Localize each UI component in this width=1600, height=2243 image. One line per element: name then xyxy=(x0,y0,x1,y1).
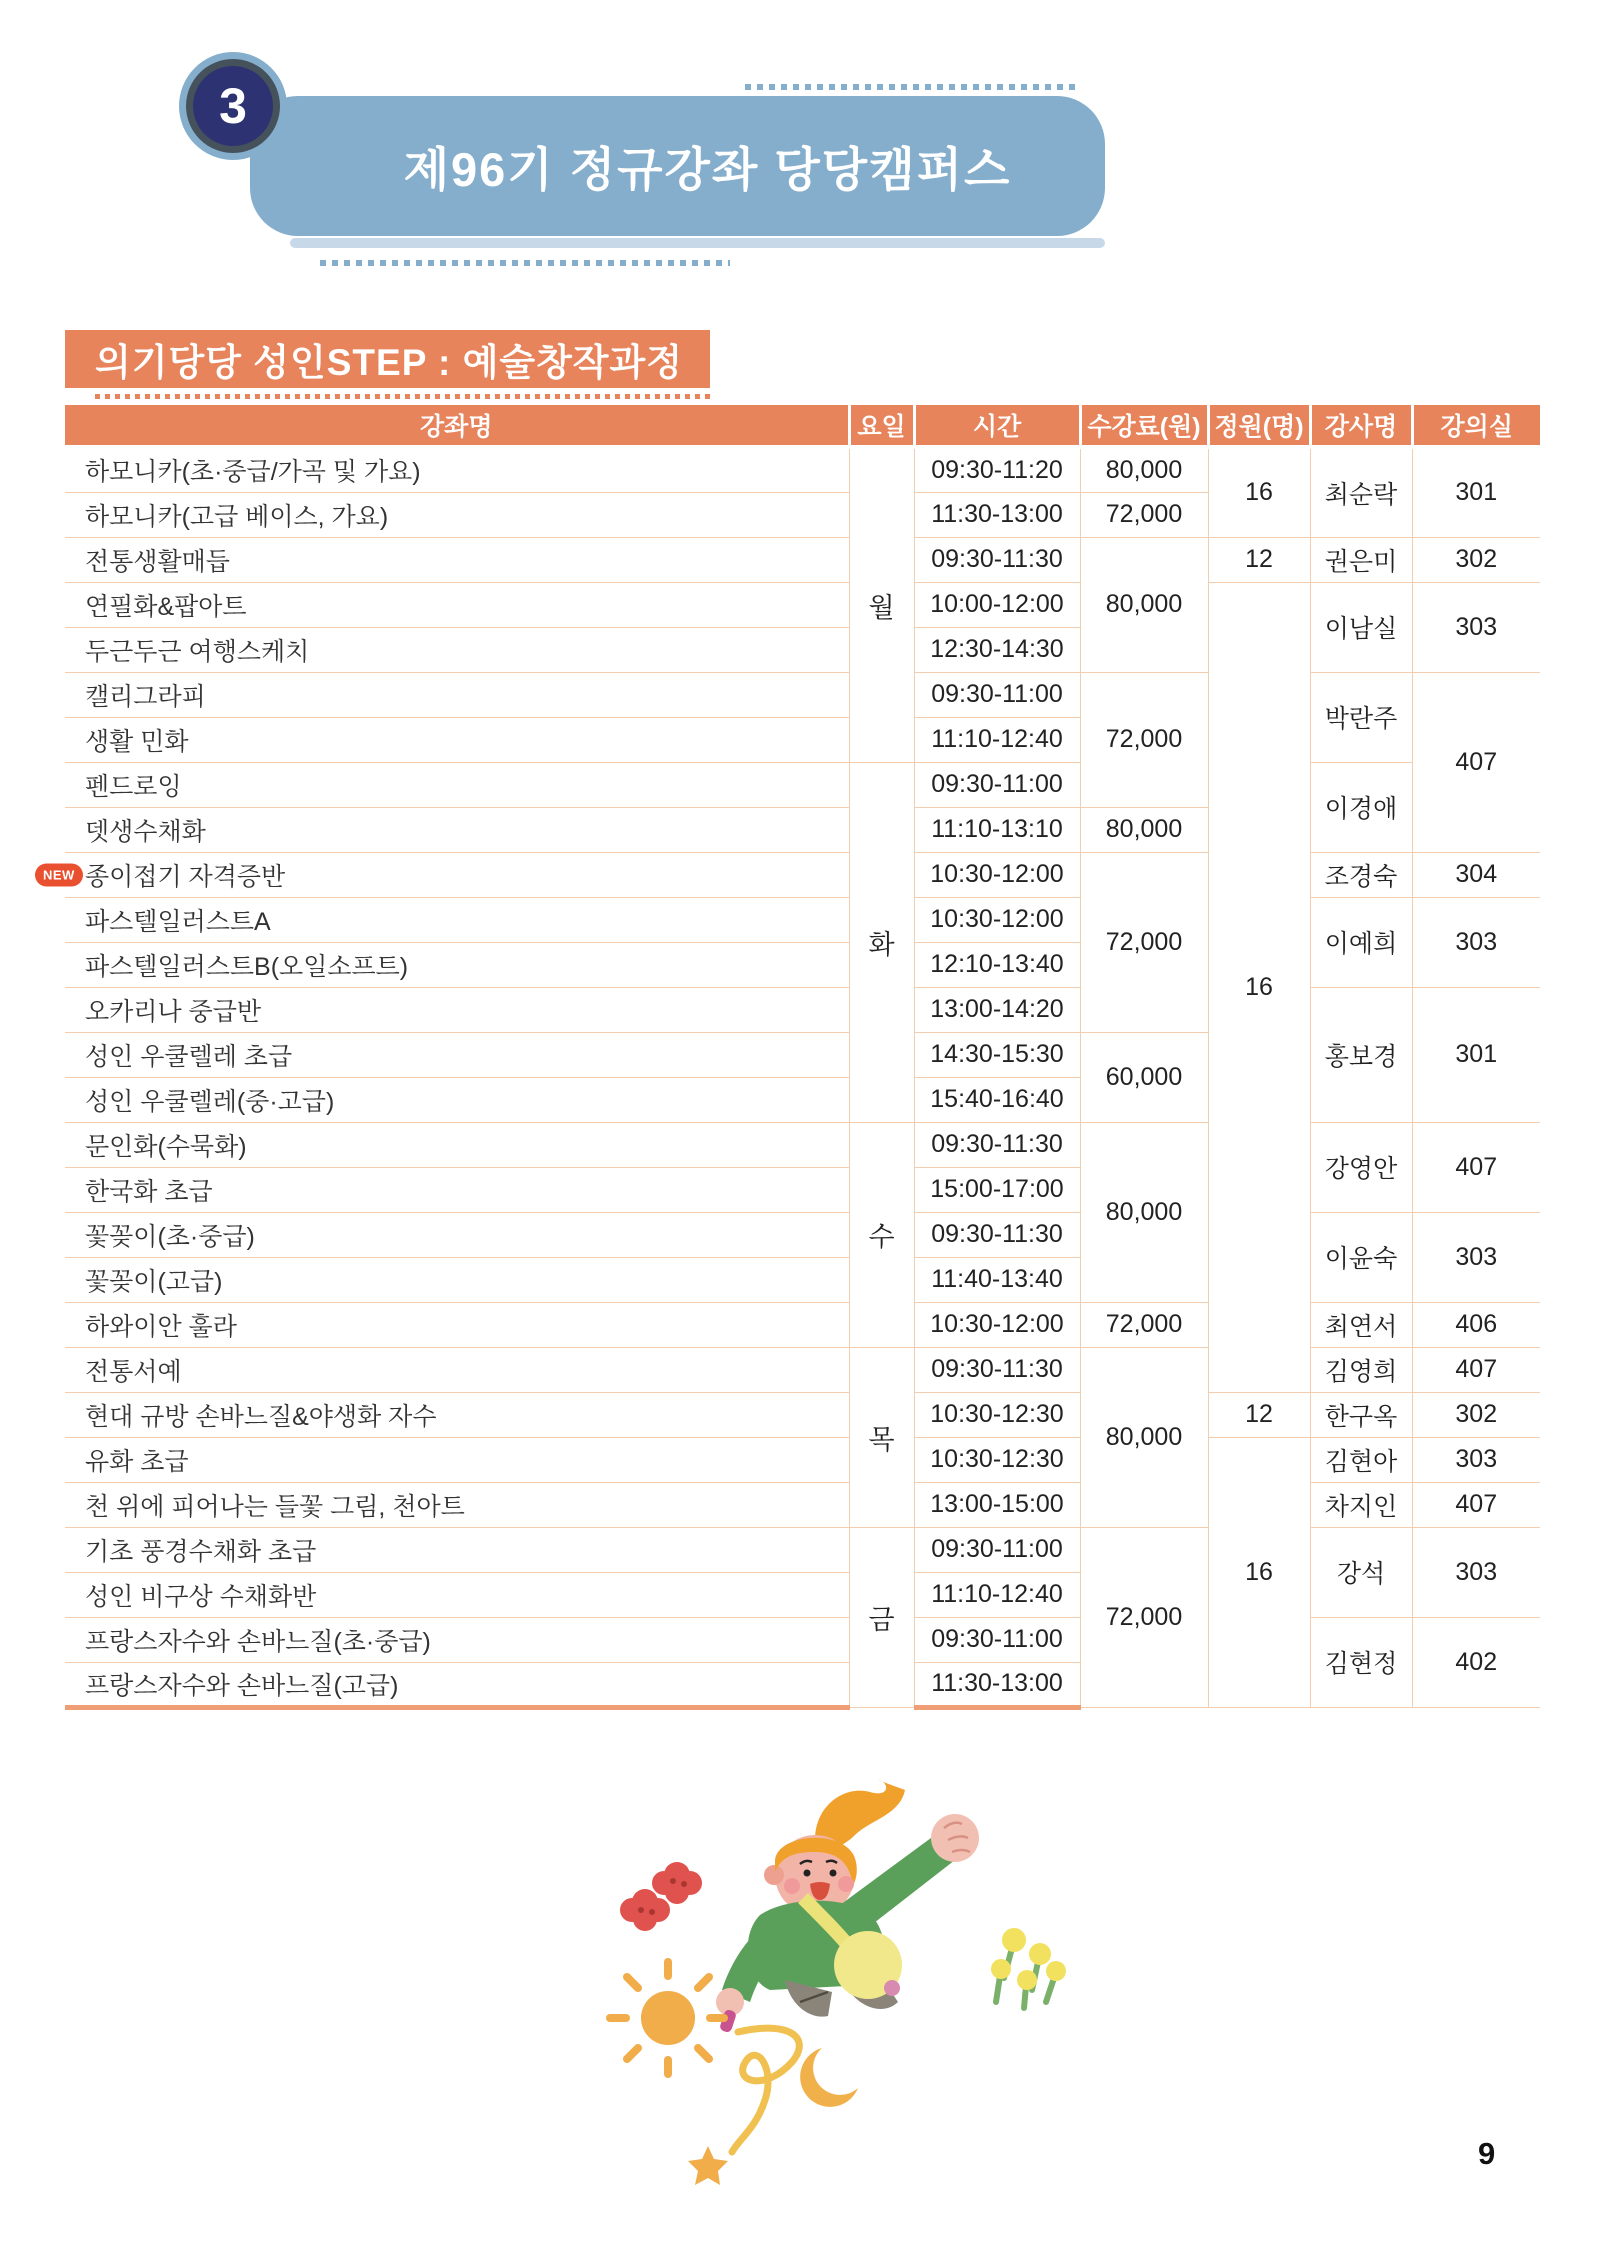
room-cell: 406 xyxy=(1412,1302,1540,1347)
course-name-cell: 성인 우쿨렐레(중·고급) xyxy=(65,1077,849,1122)
room-cell: 302 xyxy=(1412,537,1540,582)
course-name-cell: 파스텔일러스트A xyxy=(65,897,849,942)
table-row xyxy=(65,537,1540,582)
red-flowers-icon xyxy=(620,1862,702,1931)
room-cell: 302 xyxy=(1412,1392,1540,1437)
column-header-time: 시간 xyxy=(914,405,1080,447)
table-row xyxy=(65,1527,1540,1572)
time-cell: 09:30-11:00 xyxy=(914,1527,1080,1572)
instructor-cell: 이윤숙 xyxy=(1310,1212,1412,1302)
time-cell: 13:00-14:20 xyxy=(914,987,1080,1032)
instructor-cell: 박란주 xyxy=(1310,672,1412,762)
course-name-cell: 문인화(수묵화) xyxy=(65,1122,849,1167)
room-cell: 407 xyxy=(1412,1347,1540,1392)
room-cell: 303 xyxy=(1412,1527,1540,1617)
course-name-cell: 하모니카(초·중급/가곡 및 가요) xyxy=(65,447,849,492)
table-row xyxy=(65,1482,1540,1527)
fee-cell: 80,000 xyxy=(1080,537,1208,672)
fee-cell: 72,000 xyxy=(1080,672,1208,807)
new-badge: NEW xyxy=(35,863,83,886)
room-cell: 301 xyxy=(1412,987,1540,1122)
column-header-capacity: 정원(명) xyxy=(1208,405,1310,447)
time-cell: 11:10-12:40 xyxy=(914,1572,1080,1617)
table-row xyxy=(65,1212,1540,1257)
course-name-cell: 유화 초급 xyxy=(65,1437,849,1482)
star-icon xyxy=(688,2146,728,2185)
course-name-cell: 두근두근 여행스케치 xyxy=(65,627,849,672)
course-name-cell: 천 위에 피어나는 들꽃 그림, 천아트 xyxy=(65,1482,849,1527)
time-cell: 14:30-15:30 xyxy=(914,1032,1080,1077)
instructor-cell: 강석 xyxy=(1310,1527,1412,1617)
course-name-cell: 꽃꽂이(고급) xyxy=(65,1257,849,1302)
table-row xyxy=(65,852,1540,897)
table-row xyxy=(65,762,1540,807)
time-cell: 11:10-12:40 xyxy=(914,717,1080,762)
instructor-cell: 차지인 xyxy=(1310,1482,1412,1527)
section-title: 의기당당 성인STEP : 예술창작과정 xyxy=(95,342,684,383)
girl-illustration xyxy=(716,1780,979,2033)
header-banner xyxy=(250,96,1105,236)
time-cell: 09:30-11:30 xyxy=(914,1122,1080,1167)
room-cell: 407 xyxy=(1412,1122,1540,1212)
course-name-cell: 전통생활매듭 xyxy=(65,537,849,582)
page-number: 9 xyxy=(1478,2136,1496,2171)
time-cell: 13:00-15:00 xyxy=(914,1482,1080,1527)
capacity-cell: 16 xyxy=(1208,582,1310,1392)
instructor-cell: 김영희 xyxy=(1310,1347,1412,1392)
schedule-table xyxy=(43,405,1540,1710)
instructor-cell: 한구옥 xyxy=(1310,1392,1412,1437)
time-cell: 10:30-12:30 xyxy=(914,1437,1080,1482)
table-row xyxy=(65,1437,1540,1482)
time-cell: 15:00-17:00 xyxy=(914,1167,1080,1212)
time-cell: 10:30-12:30 xyxy=(914,1392,1080,1437)
fee-cell: 80,000 xyxy=(1080,807,1208,852)
instructor-cell: 권은미 xyxy=(1310,537,1412,582)
time-cell: 09:30-11:00 xyxy=(914,1617,1080,1662)
course-name-cell: NEW 종이접기 자격증반 xyxy=(65,852,849,897)
fee-cell: 72,000 xyxy=(1080,852,1208,1032)
room-cell: 303 xyxy=(1412,582,1540,672)
capacity-cell: 12 xyxy=(1208,537,1310,582)
fee-cell: 80,000 xyxy=(1080,1347,1208,1527)
room-cell: 301 xyxy=(1412,447,1540,537)
instructor-cell: 김현아 xyxy=(1310,1437,1412,1482)
course-name-cell: 오카리나 중급반 xyxy=(65,987,849,1032)
course-name-cell: 생활 민화 xyxy=(65,717,849,762)
day-cell: 수 xyxy=(849,1122,914,1347)
room-cell: 303 xyxy=(1412,897,1540,987)
time-cell: 10:30-12:00 xyxy=(914,897,1080,942)
course-name-cell: 프랑스자수와 손바느질(초·중급) xyxy=(65,1617,849,1662)
table-row xyxy=(65,1122,1540,1167)
instructor-cell: 홍보경 xyxy=(1310,987,1412,1122)
badge-number: 3 xyxy=(193,66,273,146)
capacity-cell: 12 xyxy=(1208,1392,1310,1437)
course-name-cell: 하모니카(고급 베이스, 가요) xyxy=(65,492,849,537)
column-header-day: 요일 xyxy=(849,405,914,447)
room-cell: 303 xyxy=(1412,1437,1540,1482)
course-name-cell: 기초 풍경수채화 초급 xyxy=(65,1527,849,1572)
day-cell: 목 xyxy=(849,1347,914,1527)
squiggle-line xyxy=(732,2028,799,2152)
dotted-line-top xyxy=(745,84,1080,90)
capacity-cell: 16 xyxy=(1208,447,1310,537)
fee-cell: 72,000 xyxy=(1080,492,1208,537)
course-name-cell: 전통서예 xyxy=(65,1347,849,1392)
course-name-cell: 하와이안 훌라 xyxy=(65,1302,849,1347)
course-name-cell: 프랑스자수와 손바느질(고급) xyxy=(65,1662,849,1707)
column-header-course: 강좌명 xyxy=(65,405,849,447)
time-cell: 10:30-12:00 xyxy=(914,852,1080,897)
column-header-room: 강의실 xyxy=(1412,405,1540,447)
sun-icon xyxy=(610,1962,724,2074)
page-title: 제96기 정규강좌 당당캠퍼스 xyxy=(403,142,1012,196)
day-cell: 금 xyxy=(849,1527,914,1707)
table-row xyxy=(65,1392,1540,1437)
table-row xyxy=(65,1617,1540,1662)
time-cell: 10:30-12:00 xyxy=(914,1302,1080,1347)
section-number-badge xyxy=(179,52,287,160)
course-name-cell: 파스텔일러스트B(오일소프트) xyxy=(65,942,849,987)
time-cell: 09:30-11:30 xyxy=(914,1212,1080,1257)
table-body xyxy=(43,447,1540,1707)
time-cell: 15:40-16:40 xyxy=(914,1077,1080,1122)
time-cell: 09:30-11:00 xyxy=(914,672,1080,717)
badge-ring xyxy=(186,59,280,153)
time-cell: 09:30-11:30 xyxy=(914,1347,1080,1392)
room-cell: 303 xyxy=(1412,1212,1540,1302)
course-name-cell: 한국화 초급 xyxy=(65,1167,849,1212)
time-cell: 11:30-13:00 xyxy=(914,492,1080,537)
instructor-cell: 김현정 xyxy=(1310,1617,1412,1707)
fee-cell: 72,000 xyxy=(1080,1527,1208,1707)
time-cell: 09:30-11:00 xyxy=(914,762,1080,807)
time-cell: 12:30-14:30 xyxy=(914,627,1080,672)
course-name-cell: 성인 비구상 수채화반 xyxy=(65,1572,849,1617)
table-row xyxy=(65,1347,1540,1392)
column-header-fee: 수강료(원) xyxy=(1080,405,1208,447)
section-title-bar xyxy=(65,330,710,388)
course-name-cell: 뎃생수채화 xyxy=(65,807,849,852)
dotted-line-bottom xyxy=(320,260,730,266)
room-cell: 407 xyxy=(1412,672,1540,852)
time-cell: 09:30-11:20 xyxy=(914,447,1080,492)
instructor-cell: 최연서 xyxy=(1310,1302,1412,1347)
crescent-icon xyxy=(800,2048,858,2107)
fee-cell: 72,000 xyxy=(1080,1302,1208,1347)
illustration xyxy=(560,1780,1080,2200)
table-row xyxy=(65,987,1540,1032)
course-name-cell: 연필화&팝아트 xyxy=(65,582,849,627)
table-row xyxy=(65,582,1540,627)
day-cell: 월 xyxy=(849,447,914,762)
room-cell: 402 xyxy=(1412,1617,1540,1707)
course-name-cell: 성인 우쿨렐레 초급 xyxy=(65,1032,849,1077)
fee-cell: 60,000 xyxy=(1080,1032,1208,1122)
course-name-cell: 현대 규방 손바느질&야생화 자수 xyxy=(65,1392,849,1437)
time-cell: 12:10-13:40 xyxy=(914,942,1080,987)
instructor-cell: 조경숙 xyxy=(1310,852,1412,897)
table-row xyxy=(65,897,1540,942)
instructor-cell: 강영안 xyxy=(1310,1122,1412,1212)
time-cell: 11:10-13:10 xyxy=(914,807,1080,852)
instructor-cell: 최순락 xyxy=(1310,447,1412,537)
time-cell: 11:30-13:00 xyxy=(914,1662,1080,1707)
room-cell: 304 xyxy=(1412,852,1540,897)
table-row xyxy=(65,672,1540,717)
fee-cell: 80,000 xyxy=(1080,447,1208,492)
room-cell: 407 xyxy=(1412,1482,1540,1527)
capacity-cell: 16 xyxy=(1208,1437,1310,1707)
fee-cell: 80,000 xyxy=(1080,1122,1208,1302)
instructor-cell: 이경애 xyxy=(1310,762,1412,852)
instructor-cell: 이남실 xyxy=(1310,582,1412,672)
time-cell: 09:30-11:30 xyxy=(914,537,1080,582)
column-header-instructor: 강사명 xyxy=(1310,405,1412,447)
course-name-cell: 캘리그라피 xyxy=(65,672,849,717)
course-name-cell: 꽃꽂이(초·중급) xyxy=(65,1212,849,1257)
table-header-row xyxy=(65,405,1540,447)
course-name-cell: 펜드로잉 xyxy=(65,762,849,807)
day-cell: 화 xyxy=(849,762,914,1122)
time-cell: 11:40-13:40 xyxy=(914,1257,1080,1302)
instructor-cell: 이예희 xyxy=(1310,897,1412,987)
section-dotted-line xyxy=(95,394,710,399)
banner-shadow xyxy=(290,238,1105,248)
table-row xyxy=(65,447,1540,492)
yellow-flowers-icon xyxy=(991,1928,1066,2008)
time-cell: 10:00-12:00 xyxy=(914,582,1080,627)
table-row xyxy=(65,1302,1540,1347)
